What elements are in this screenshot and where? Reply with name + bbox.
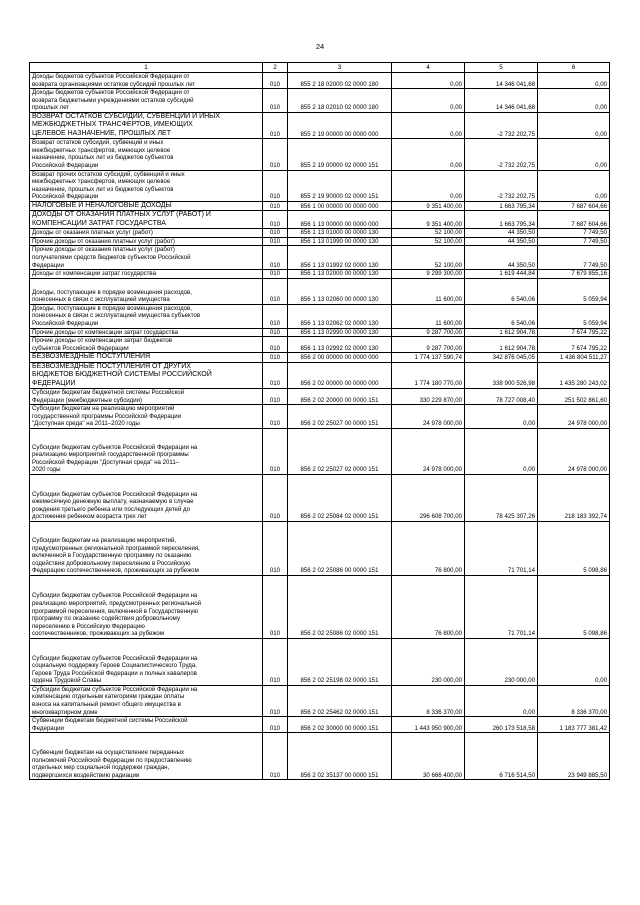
unexecuted-amount: 24 978 000,00 [538,405,610,429]
row-kbk: 856 1 13 02990 00 0000 130 [288,328,392,337]
approved-amount: 0,00 [392,73,465,89]
row-kbk: 856 2 02 20000 00 0000 151 [288,388,392,404]
executed-amount: 0,00 [465,685,538,716]
unexecuted-amount: 7 749,50 [538,246,610,270]
executed-amount: 6 716 514,50 [465,733,538,780]
row-code: 010 [263,717,288,733]
column-number: 3 [288,63,392,73]
row-code: 010 [263,112,288,138]
unexecuted-amount: 7 674 795,22 [538,328,610,337]
approved-amount: 296 608 700,00 [392,474,465,521]
approved-amount: 9 299 300,00 [392,270,465,279]
row-name: Доходы, поступающие в порядке возмещения расходов, понесенных в связи с эксплуатацией имущества [30,278,263,304]
approved-amount: 76 800,00 [392,575,465,638]
table-row [30,328,610,337]
row-code: 010 [263,685,288,716]
row-code: 010 [263,139,288,170]
approved-amount: 9 351 400,00 [392,201,465,210]
row-code: 010 [263,521,288,575]
row-code: 010 [263,304,288,328]
unexecuted-amount: 5 098,86 [538,575,610,638]
row-name: Прочие доходы от оказания платных услуг (работ) получателями средств бюджетов субъектов Российской Федерации [30,246,263,270]
approved-amount: 9 287 700,00 [392,328,465,337]
row-kbk: 855 2 19 00000 02 0000 151 [288,139,392,170]
row-name: Возврат прочих остатков субсидий, субвенций и иных межбюджетных трансфертов, имеющих целевое назначение, прошлых лет из бюджетов субъектов Российской Федерации [30,170,263,201]
approved-amount: 52 100,00 [392,237,465,246]
row-name: Доходы бюджетов субъектов Российской Федерации от возврата организациями остатков субсидий прошлых лет [30,73,263,89]
table-row [30,304,610,328]
table-row [30,139,610,170]
unexecuted-amount: 7 749,50 [538,237,610,246]
row-kbk: 856 2 02 25086 02 0000 151 [288,575,392,638]
table-row [30,474,610,521]
budget-execution-table [29,62,610,780]
executed-amount: 0,00 [465,428,538,474]
column-number: 6 [538,63,610,73]
unexecuted-amount: 7 749,50 [538,229,610,238]
executed-amount: 1 612 904,78 [465,328,538,337]
approved-amount: 9 287 700,00 [392,337,465,353]
row-kbk: 856 2 02 25462 02 0000 151 [288,685,392,716]
unexecuted-amount: 0,00 [538,112,610,138]
row-code: 010 [263,278,288,304]
row-name: ВОЗВРАТ ОСТАТКОВ СУБСИДИЙ, СУБВЕНЦИЙ И ИНЫХ МЕЖБЮДЖЕТНЫХ ТРАНСФЕРТОВ, ИМЕЮЩИХ ЦЕЛЕВОЕ НАЗНАЧЕНИЕ, ПРОШЛЫХ ЛЕТ [30,112,263,138]
unexecuted-amount: 8 336 370,00 [538,685,610,716]
executed-amount: 1 612 904,78 [465,337,538,353]
row-name: Субсидии бюджетам субъектов Российской Федерации на реализацию мероприятий государственной программы Российской Федерации "Доступная среда" на 2011– 2020 годы [30,428,263,474]
table-row [30,112,610,138]
approved-amount: 11 600,00 [392,278,465,304]
row-kbk: 856 1 13 02060 00 0000 130 [288,278,392,304]
unexecuted-amount: 0,00 [538,170,610,201]
row-kbk: 856 1 13 02062 02 0000 130 [288,304,392,328]
executed-amount: 1 663 795,34 [465,211,538,229]
executed-amount: 1 663 795,34 [465,201,538,210]
row-code: 010 [263,733,288,780]
column-number: 1 [30,63,263,73]
executed-amount: 44 350,50 [465,229,538,238]
row-name: Субсидии бюджетам субъектов Российской Федерации на реализацию мероприятий, предусмотренных региональной программой переселения, включенной в Государственную программу по оказанию содействия добровольному переселению в Российскую Федерацию соотечественников, проживающих за рубежом [30,575,263,638]
executed-amount: -2 732 202,75 [465,112,538,138]
row-code: 010 [263,474,288,521]
approved-amount: 330 229 870,00 [392,388,465,404]
row-code: 010 [263,201,288,210]
executed-amount: 0,00 [465,405,538,429]
row-name: БЕЗВОЗМЕЗДНЫЕ ПОСТУПЛЕНИЯ ОТ ДРУГИХ БЮДЖЕТОВ БЮДЖЕТНОЙ СИСТЕМЫ РОССИЙСКОЙ ФЕДЕРАЦИИ [30,362,263,388]
table-row [30,211,610,229]
row-name: НАЛОГОВЫЕ И НЕНАЛОГОВЫЕ ДОХОДЫ [30,201,263,210]
executed-amount: 44 350,50 [465,237,538,246]
row-code: 010 [263,211,288,229]
table-row [30,733,610,780]
row-kbk: 856 1 13 01000 00 0000 130 [288,229,392,238]
table-row [30,278,610,304]
column-number: 2 [263,63,288,73]
row-name: Субвенции бюджетам бюджетной системы Российской Федерации [30,717,263,733]
row-code: 010 [263,575,288,638]
table-row [30,405,610,429]
unexecuted-amount: 218 183 392,74 [538,474,610,521]
table-row [30,89,610,113]
row-name: Субсидии бюджетам на реализацию мероприятий государственной программы Российской Федерации "Доступная среда" на 2011–2020 годы [30,405,263,429]
unexecuted-amount: 0,00 [538,89,610,113]
unexecuted-amount: 5 059,94 [538,304,610,328]
row-code: 010 [263,388,288,404]
row-code: 010 [263,270,288,279]
table-row [30,353,610,362]
executed-amount: -2 732 202,75 [465,170,538,201]
approved-amount: 0,00 [392,139,465,170]
approved-amount: 52 100,00 [392,229,465,238]
unexecuted-amount: 1 435 280 243,02 [538,362,610,388]
unexecuted-amount: 1 183 777 381,42 [538,717,610,733]
executed-amount: -2 732 202,75 [465,139,538,170]
table-row [30,388,610,404]
row-kbk: 856 1 13 01990 00 0000 130 [288,237,392,246]
unexecuted-amount: 5 098,86 [538,521,610,575]
row-kbk: 856 2 02 25084 02 0000 151 [288,474,392,521]
row-code: 010 [263,170,288,201]
approved-amount: 230 000,00 [392,638,465,685]
unexecuted-amount: 251 502 861,60 [538,388,610,404]
table-row [30,337,610,353]
row-kbk: 856 2 02 25027 00 0000 151 [288,405,392,429]
row-kbk: 856 1 13 02000 00 0000 130 [288,270,392,279]
row-kbk: 856 2 02 25086 00 0000 151 [288,521,392,575]
approved-amount: 52 100,00 [392,246,465,270]
approved-amount: 1 443 950 900,00 [392,717,465,733]
unexecuted-amount: 7 687 604,66 [538,211,610,229]
row-name: ДОХОДЫ ОТ ОКАЗАНИЯ ПЛАТНЫХ УСЛУГ (РАБОТ) И КОМПЕНСАЦИИ ЗАТРАТ ГОСУДАРСТВА [30,211,263,229]
table-row [30,237,610,246]
row-name: Прочие доходы от оказания платных услуг (работ) [30,237,263,246]
row-kbk: 856 2 02 25198 02 0000 151 [288,638,392,685]
table-row [30,575,610,638]
table-row [30,638,610,685]
table-row [30,170,610,201]
row-code: 010 [263,328,288,337]
row-name: Субсидии бюджетам субъектов Российской Федерации на социальную поддержку Героев Социалистического Труда, Героев Труда Российской Федерации и полных кавалеров ордена Трудовой Славы [30,638,263,685]
unexecuted-amount: 7 687 604,66 [538,201,610,210]
approved-amount: 0,00 [392,112,465,138]
row-name: БЕЗВОЗМЕЗДНЫЕ ПОСТУПЛЕНИЯ [30,353,263,362]
row-name: Субвенции бюджетам на осуществление переданных полномочий Российской Федерации по предоставлению отдельных мер социальной поддержки граждан, подвергшихся воздействию радиации [30,733,263,780]
unexecuted-amount: 7 674 795,22 [538,337,610,353]
row-kbk: 856 2 02 30000 00 0000 151 [288,717,392,733]
table-row [30,717,610,733]
executed-amount: 6 540,06 [465,278,538,304]
table-row [30,428,610,474]
executed-amount: 342 876 045,05 [465,353,538,362]
column-number-row [30,63,610,73]
row-name: Прочие доходы от компенсации затрат бюджетов субъектов Российской Федерации [30,337,263,353]
row-name: Возврат остатков субсидий, субвенций и иных межбюджетных трансфертов, имеющих целевое назначение, прошлых лет из бюджетов субъектов Российской Федерации [30,139,263,170]
row-kbk: 856 2 02 00000 00 0000 000 [288,362,392,388]
table-row [30,229,610,238]
executed-amount: 6 540,06 [465,304,538,328]
approved-amount: 1 774 137 590,74 [392,353,465,362]
row-code: 010 [263,428,288,474]
row-kbk: 856 2 02 35137 00 0000 151 [288,733,392,780]
unexecuted-amount: 1 436 804 511,27 [538,353,610,362]
approved-amount: 24 978 000,00 [392,428,465,474]
executed-amount: 230 000,00 [465,638,538,685]
executed-amount: 14 346 041,68 [465,89,538,113]
unexecuted-amount: 0,00 [538,73,610,89]
row-name: Доходы, поступающие в порядке возмещения расходов, понесенных в связи с эксплуатацией имущества субъектов Российской Федерации [30,304,263,328]
row-code: 010 [263,638,288,685]
column-number: 5 [465,63,538,73]
row-kbk: 855 2 19 90000 02 0000 151 [288,170,392,201]
table-row [30,270,610,279]
approved-amount: 9 351 400,00 [392,211,465,229]
column-number: 4 [392,63,465,73]
table-row [30,246,610,270]
approved-amount: 24 978 000,00 [392,405,465,429]
row-code: 010 [263,237,288,246]
row-kbk: 855 2 18 02000 02 0000 180 [288,73,392,89]
row-code: 010 [263,73,288,89]
row-name: Субсидии бюджетам на реализацию мероприятий, предусмотренных региональной программой переселения, включенной в Государственную программу по оказанию содействия добровольному переселению в Российскую Федерацию соотечественников, проживающих за рубежом [30,521,263,575]
executed-amount: 1 619 444,84 [465,270,538,279]
table-row [30,201,610,210]
unexecuted-amount: 24 978 000,00 [538,428,610,474]
row-kbk: 856 1 00 00000 00 0000 000 [288,201,392,210]
row-name: Субсидии бюджетам бюджетной системы Российской Федерации (межбюджетные субсидии) [30,388,263,404]
row-name: Доходы от компенсации затрат государства [30,270,263,279]
page-number: 24 [315,42,325,51]
row-name: Прочие доходы от компенсации затрат государства [30,328,263,337]
approved-amount: 11 600,00 [392,304,465,328]
approved-amount: 30 666 400,00 [392,733,465,780]
executed-amount: 260 173 518,58 [465,717,538,733]
table-row [30,521,610,575]
table-row [30,73,610,89]
row-kbk: 856 1 13 02992 02 0000 130 [288,337,392,353]
table-row [30,685,610,716]
executed-amount: 71 701,14 [465,521,538,575]
table-row [30,362,610,388]
unexecuted-amount: 5 059,94 [538,278,610,304]
unexecuted-amount: 0,00 [538,139,610,170]
unexecuted-amount: 23 949 885,50 [538,733,610,780]
approved-amount: 0,00 [392,170,465,201]
executed-amount: 78 727 008,40 [465,388,538,404]
executed-amount: 338 900 526,98 [465,362,538,388]
row-name: Доходы от оказания платных услуг (работ) [30,229,263,238]
row-code: 010 [263,246,288,270]
executed-amount: 71 701,14 [465,575,538,638]
row-code: 010 [263,362,288,388]
row-code: 010 [263,353,288,362]
row-name: Субсидии бюджетам субъектов Российской Федерации на компенсацию отдельным категориям граждан оплаты взноса на капитальный ремонт общего имущества в многоквартирном доме [30,685,263,716]
row-code: 010 [263,229,288,238]
row-kbk: 855 2 18 02010 02 0000 180 [288,89,392,113]
row-kbk: 855 2 19 00000 00 0000 000 [288,112,392,138]
executed-amount: 78 425 307,26 [465,474,538,521]
row-code: 010 [263,337,288,353]
row-name: Доходы бюджетов субъектов Российской Федерации от возврата бюджетными учреждениями остатков субсидий прошлых лет [30,89,263,113]
row-kbk: 856 1 13 01992 02 0000 130 [288,246,392,270]
unexecuted-amount: 7 679 855,16 [538,270,610,279]
approved-amount: 76 800,00 [392,521,465,575]
approved-amount: 8 336 370,00 [392,685,465,716]
row-name: Субсидии бюджетам субъектов Российской Федерации на ежемесячную денежную выплату, назначаемую в случае рождения третьего ребенка или последующих детей до достижения ребенком возраста трех лет [30,474,263,521]
approved-amount: 1 774 180 770,00 [392,362,465,388]
row-kbk: 856 1 13 00000 00 0000 000 [288,211,392,229]
approved-amount: 0,00 [392,89,465,113]
executed-amount: 14 346 041,68 [465,73,538,89]
row-kbk: 856 2 02 25027 02 0000 151 [288,428,392,474]
unexecuted-amount: 0,00 [538,638,610,685]
row-kbk: 856 2 00 00000 00 0000 000 [288,353,392,362]
executed-amount: 44 350,50 [465,246,538,270]
row-code: 010 [263,89,288,113]
row-code: 010 [263,405,288,429]
